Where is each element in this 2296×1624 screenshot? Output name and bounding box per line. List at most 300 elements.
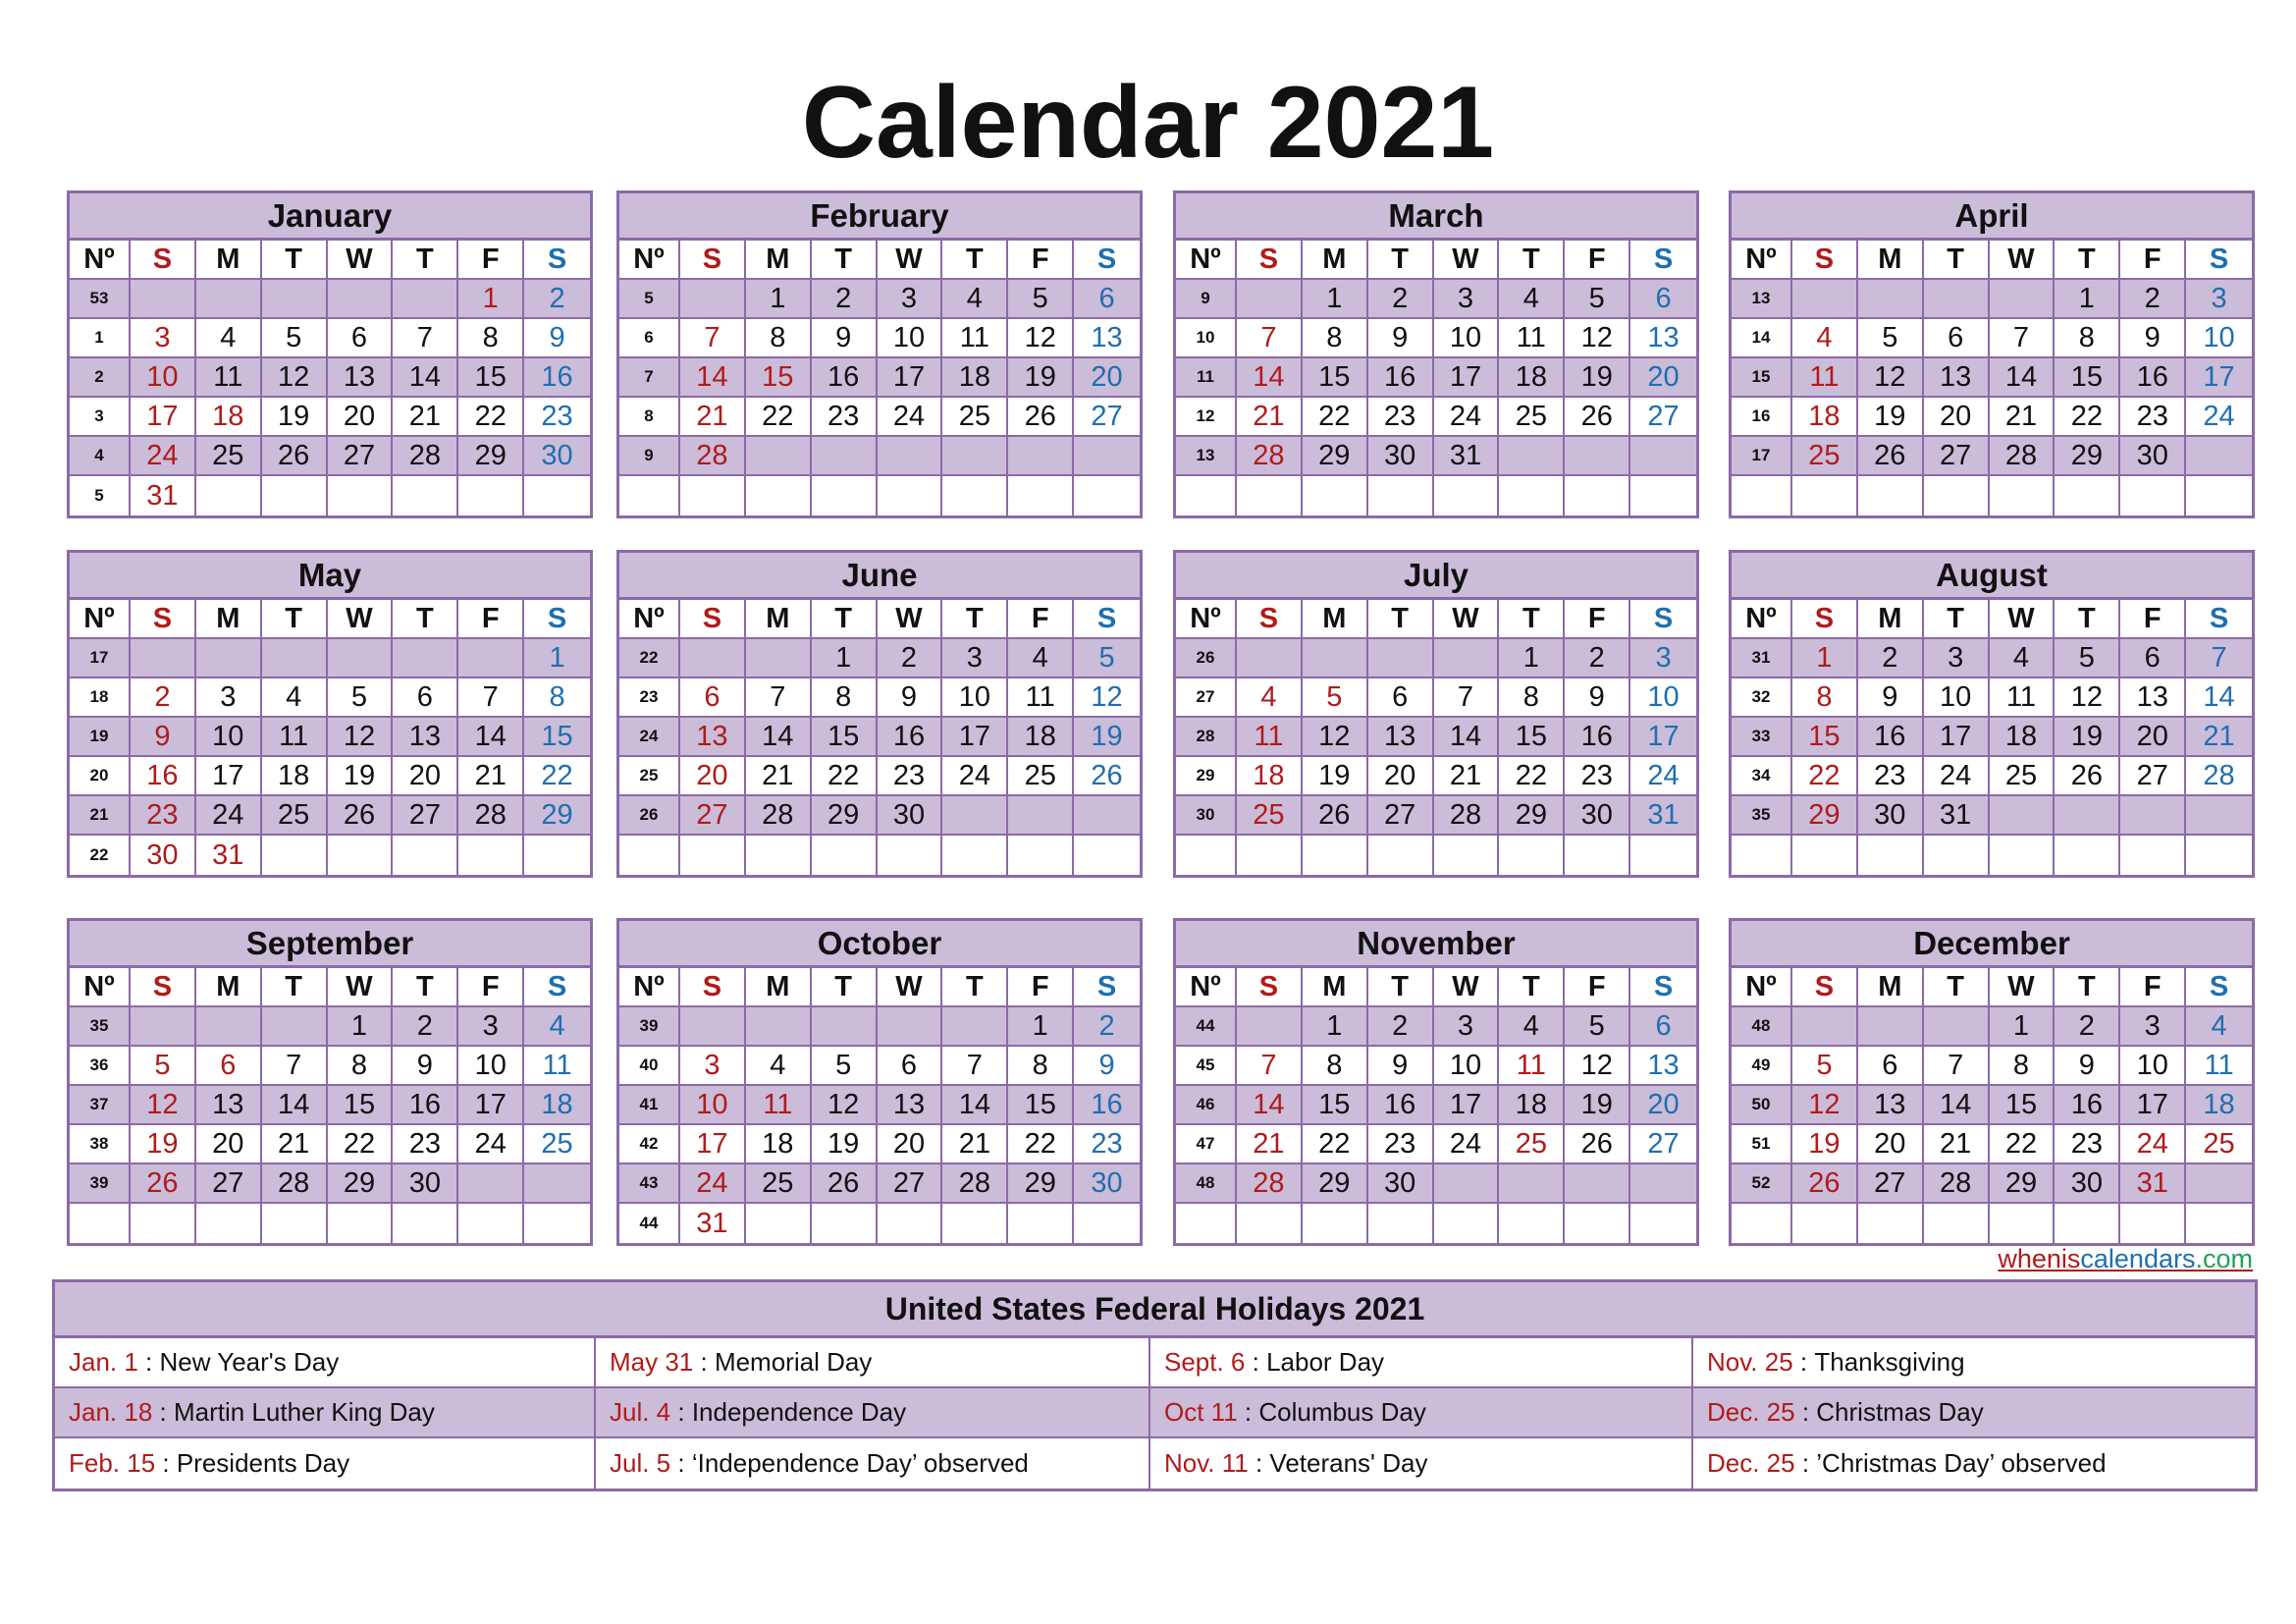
day-cell: 6 [680,678,746,718]
day-cell [1858,836,1924,875]
day-cell: 17 [1434,358,1500,398]
day-cell: 18 [524,1086,590,1125]
day-cell [393,1204,458,1243]
day-cell: 3 [878,280,943,319]
day-cell [1008,437,1074,476]
weekday-header: T [1924,600,1990,639]
day-cell: 19 [1074,718,1140,757]
day-cell: 11 [262,718,328,757]
day-cell: 25 [1792,437,1858,476]
week-number-header: Nº [1176,241,1237,280]
weekday-header: W [328,968,394,1007]
day-cell: 26 [131,1164,196,1204]
day-cell: 2 [1565,639,1630,678]
day-cell: 29 [1499,796,1565,836]
day-cell: 25 [1990,757,2056,796]
month-grid [1176,968,1696,1243]
month-grid [1732,241,2252,515]
day-cell: 9 [1565,678,1630,718]
week-number [1732,1204,1792,1243]
day-cell: 9 [1368,319,1434,358]
day-cell: 3 [458,1007,524,1047]
weekday-header: S [680,600,746,639]
day-cell: 14 [942,1086,1008,1125]
day-cell: 22 [1303,1125,1368,1164]
week-number: 29 [1176,757,1237,796]
day-cell: 4 [746,1047,812,1086]
day-cell: 1 [812,639,878,678]
brand-part-1: whenis [1998,1244,2081,1273]
week-number-header: Nº [1732,600,1792,639]
week-number: 5 [619,280,680,319]
day-cell: 20 [1368,757,1434,796]
day-cell: 13 [1368,718,1434,757]
weekday-header: W [1990,241,2056,280]
holiday-date: Sept. 6 [1164,1347,1246,1377]
week-number [619,476,680,515]
day-cell [878,437,943,476]
weekday-header: T [1368,600,1434,639]
day-cell: 27 [393,796,458,836]
weekday-header: W [1990,600,2056,639]
day-cell: 10 [196,718,262,757]
day-cell: 12 [131,1086,196,1125]
day-cell [1303,639,1368,678]
day-cell [680,836,746,875]
day-cell: 24 [1434,398,1500,437]
weekday-header: T [1499,600,1565,639]
day-cell: 1 [328,1007,394,1047]
day-cell: 24 [2120,1125,2186,1164]
day-cell: 15 [1990,1086,2056,1125]
week-number [70,1204,131,1243]
day-cell: 3 [1924,639,1990,678]
weekday-header: W [878,241,943,280]
holiday-date: Jan. 1 [69,1347,138,1377]
weekday-header: M [196,968,262,1007]
day-cell: 27 [1858,1164,1924,1204]
weekday-header: F [1008,968,1074,1007]
day-cell [1237,280,1303,319]
day-cell: 7 [1990,319,2056,358]
week-number: 9 [1176,280,1237,319]
day-cell: 4 [1499,280,1565,319]
day-cell: 2 [1368,1007,1434,1047]
day-cell: 16 [1858,718,1924,757]
weekday-header: S [1792,241,1858,280]
day-cell: 17 [1630,718,1696,757]
day-cell: 5 [1565,1007,1630,1047]
day-cell [131,280,196,319]
month-grid [1732,600,2252,875]
day-cell: 24 [131,437,196,476]
month-grid [70,600,590,875]
weekday-header: T [262,968,328,1007]
day-cell: 21 [1990,398,2056,437]
day-cell: 22 [812,757,878,796]
day-cell [1499,1164,1565,1204]
day-cell: 24 [878,398,943,437]
month-september [67,918,593,1246]
day-cell: 7 [2186,639,2252,678]
day-cell: 13 [1858,1086,1924,1125]
day-cell: 6 [328,319,394,358]
weekday-header: S [1074,600,1140,639]
day-cell: 1 [458,280,524,319]
day-cell: 12 [1565,319,1630,358]
day-cell: 23 [812,398,878,437]
day-cell: 14 [1924,1086,1990,1125]
day-cell: 28 [680,437,746,476]
week-number: 49 [1732,1047,1792,1086]
month-title: January [70,193,590,241]
holiday-date: Jul. 4 [610,1397,671,1427]
day-cell: 7 [1434,678,1500,718]
weekday-header: T [942,241,1008,280]
weekday-header: W [1990,968,2056,1007]
day-cell [1434,639,1500,678]
day-cell: 1 [1008,1007,1074,1047]
day-cell: 26 [1008,398,1074,437]
day-cell: 31 [1630,796,1696,836]
day-cell [878,836,943,875]
week-number [1732,836,1792,875]
month-title: June [619,553,1140,600]
day-cell: 30 [524,437,590,476]
day-cell: 30 [1368,437,1434,476]
day-cell: 17 [131,398,196,437]
day-cell: 14 [746,718,812,757]
week-number: 14 [1732,319,1792,358]
holiday-name: ‘Independence Day’ observed [691,1448,1029,1478]
week-number: 22 [70,836,131,875]
day-cell: 11 [1792,358,1858,398]
day-cell: 19 [1792,1125,1858,1164]
day-cell: 18 [1792,398,1858,437]
day-cell [458,1164,524,1204]
day-cell: 27 [1368,796,1434,836]
day-cell [458,476,524,515]
day-cell [680,1007,746,1047]
day-cell [1924,836,1990,875]
day-cell: 8 [746,319,812,358]
day-cell: 18 [1990,718,2056,757]
day-cell: 20 [1630,1086,1696,1125]
day-cell: 29 [1990,1164,2056,1204]
holiday-entry: Dec. 25 : ’Christmas Day’ observed [1707,1448,2107,1478]
day-cell [1074,796,1140,836]
day-cell: 13 [1630,319,1696,358]
day-cell [1990,1204,2056,1243]
day-cell: 4 [196,319,262,358]
day-cell [1630,476,1696,515]
holiday-entry: Nov. 25 : Thanksgiving [1693,1338,2255,1388]
day-cell: 4 [1792,319,1858,358]
month-june [616,550,1143,878]
week-number: 1 [70,319,131,358]
day-cell: 24 [942,757,1008,796]
weekday-header: T [2055,600,2120,639]
day-cell: 27 [2120,757,2186,796]
week-number: 41 [619,1086,680,1125]
week-number: 50 [1732,1086,1792,1125]
day-cell [812,836,878,875]
day-cell [942,836,1008,875]
day-cell [1303,476,1368,515]
day-cell: 21 [746,757,812,796]
day-cell [1237,1204,1303,1243]
day-cell [1990,836,2056,875]
day-cell: 22 [328,1125,394,1164]
month-title: March [1176,193,1696,241]
day-cell: 23 [878,757,943,796]
week-number: 28 [1176,718,1237,757]
week-number-header: Nº [1176,600,1237,639]
day-cell: 19 [1858,398,1924,437]
weekday-header: S [1630,241,1696,280]
holiday-date: Jan. 18 [69,1397,153,1427]
week-number: 42 [619,1125,680,1164]
day-cell: 23 [2055,1125,2120,1164]
day-cell [458,639,524,678]
day-cell: 3 [2120,1007,2186,1047]
day-cell [1368,836,1434,875]
day-cell: 17 [196,757,262,796]
week-number: 44 [619,1204,680,1243]
day-cell [1990,476,2056,515]
day-cell [1008,1204,1074,1243]
weekday-header: T [2055,241,2120,280]
day-cell [131,1204,196,1243]
holiday-entry: Jan. 1 : New Year's Day [55,1338,596,1388]
week-number: 31 [1732,639,1792,678]
week-number: 39 [70,1164,131,1204]
day-cell: 20 [393,757,458,796]
day-cell: 31 [131,476,196,515]
day-cell: 7 [1924,1047,1990,1086]
holidays-table [52,1279,2258,1491]
day-cell: 9 [1858,678,1924,718]
day-cell: 20 [328,398,394,437]
day-cell [393,639,458,678]
day-cell: 23 [1565,757,1630,796]
day-cell: 14 [1237,1086,1303,1125]
day-cell [812,1007,878,1047]
week-number: 17 [1732,437,1792,476]
day-cell: 4 [1237,678,1303,718]
weekday-header: T [1499,968,1565,1007]
day-cell: 28 [1924,1164,1990,1204]
day-cell: 24 [680,1164,746,1204]
month-july [1173,550,1699,878]
weekday-header: F [458,241,524,280]
day-cell [262,836,328,875]
day-cell: 9 [812,319,878,358]
day-cell: 18 [196,398,262,437]
day-cell [2120,836,2186,875]
week-number: 35 [70,1007,131,1047]
day-cell [524,1164,590,1204]
holiday-entry: Feb. 15 : Presidents Day [55,1438,596,1489]
day-cell [1924,280,1990,319]
day-cell: 16 [131,757,196,796]
day-cell: 2 [1368,280,1434,319]
day-cell: 26 [812,1164,878,1204]
day-cell: 14 [262,1086,328,1125]
weekday-header: M [746,241,812,280]
week-number: 10 [1176,319,1237,358]
month-title: July [1176,553,1696,600]
day-cell [878,476,943,515]
day-cell [746,1007,812,1047]
weekday-header: F [458,968,524,1007]
weekday-header: S [1237,600,1303,639]
day-cell: 19 [1008,358,1074,398]
day-cell [393,476,458,515]
weekday-header: W [328,241,394,280]
day-cell: 12 [812,1086,878,1125]
week-number-header: Nº [1732,241,1792,280]
holiday-date: Nov. 25 [1707,1347,1793,1377]
day-cell: 6 [393,678,458,718]
day-cell: 29 [812,796,878,836]
day-cell: 2 [524,280,590,319]
week-number: 39 [619,1007,680,1047]
week-number: 26 [619,796,680,836]
day-cell [1630,437,1696,476]
holiday-date: Dec. 25 [1707,1397,1795,1427]
day-cell: 5 [1858,319,1924,358]
week-number-header: Nº [619,600,680,639]
day-cell [1858,476,1924,515]
day-cell [393,280,458,319]
week-number-header: Nº [619,241,680,280]
week-number: 5 [70,476,131,515]
day-cell: 16 [1565,718,1630,757]
day-cell: 21 [2186,718,2252,757]
day-cell: 22 [1792,757,1858,796]
month-grid [619,968,1140,1243]
day-cell [1792,280,1858,319]
day-cell: 6 [1630,280,1696,319]
month-may [67,550,593,878]
day-cell [2120,476,2186,515]
day-cell: 5 [1008,280,1074,319]
day-cell: 28 [2186,757,2252,796]
day-cell: 26 [1303,796,1368,836]
day-cell: 4 [942,280,1008,319]
holiday-entry: Dec. 25 : Christmas Day [1693,1388,2255,1438]
weekday-header: S [680,968,746,1007]
day-cell [2120,796,2186,836]
day-cell [1792,476,1858,515]
day-cell [1924,1007,1990,1047]
day-cell: 19 [328,757,394,796]
day-cell [131,1007,196,1047]
day-cell: 8 [1303,1047,1368,1086]
day-cell: 12 [1792,1086,1858,1125]
day-cell: 13 [393,718,458,757]
weekday-header: S [524,968,590,1007]
day-cell: 9 [1074,1047,1140,1086]
day-cell: 14 [1990,358,2056,398]
day-cell: 31 [2120,1164,2186,1204]
day-cell: 30 [878,796,943,836]
month-november [1173,918,1699,1246]
day-cell: 1 [1990,1007,2056,1047]
day-cell [196,639,262,678]
weekday-header: T [1368,968,1434,1007]
weekday-header: S [1630,600,1696,639]
month-april [1729,190,2255,518]
day-cell: 19 [1565,1086,1630,1125]
holiday-name: Christmas Day [1816,1397,1984,1427]
week-number: 22 [619,639,680,678]
day-cell: 17 [1434,1086,1500,1125]
brand-link[interactable] [1998,1244,2253,1274]
day-cell: 25 [1499,398,1565,437]
day-cell: 22 [1303,398,1368,437]
weekday-header: S [524,241,590,280]
day-cell [2186,1164,2252,1204]
day-cell: 12 [1074,678,1140,718]
day-cell: 2 [2055,1007,2120,1047]
day-cell: 6 [1858,1047,1924,1086]
day-cell: 1 [2055,280,2120,319]
day-cell: 21 [1434,757,1500,796]
day-cell: 15 [1303,1086,1368,1125]
holiday-name: Thanksgiving [1814,1347,1965,1377]
day-cell: 12 [1008,319,1074,358]
day-cell: 10 [878,319,943,358]
day-cell: 28 [1990,437,2056,476]
day-cell: 6 [1924,319,1990,358]
day-cell [196,1204,262,1243]
weekday-header: M [1303,241,1368,280]
weekday-header: W [328,600,394,639]
day-cell: 3 [1630,639,1696,678]
day-cell [1924,1204,1990,1243]
day-cell: 15 [458,358,524,398]
day-cell [196,1007,262,1047]
day-cell: 4 [2186,1007,2252,1047]
day-cell: 28 [746,796,812,836]
holiday-entry: Jan. 18 : Martin Luther King Day [55,1388,596,1438]
day-cell: 29 [524,796,590,836]
day-cell: 10 [458,1047,524,1086]
month-title: November [1176,921,1696,968]
day-cell: 7 [1237,319,1303,358]
weekday-header: T [942,968,1008,1007]
week-number: 19 [70,718,131,757]
day-cell: 30 [1074,1164,1140,1204]
weekday-header: F [1565,241,1630,280]
day-cell: 29 [2055,437,2120,476]
day-cell: 23 [1368,398,1434,437]
day-cell [812,437,878,476]
day-cell: 15 [328,1086,394,1125]
holiday-name: Independence Day [691,1397,907,1427]
day-cell: 10 [1434,319,1500,358]
day-cell [812,1204,878,1243]
day-cell: 19 [1565,358,1630,398]
day-cell [746,476,812,515]
day-cell: 23 [1368,1125,1434,1164]
day-cell [942,1204,1008,1243]
week-number: 27 [1176,678,1237,718]
month-title: May [70,553,590,600]
day-cell: 11 [2186,1047,2252,1086]
